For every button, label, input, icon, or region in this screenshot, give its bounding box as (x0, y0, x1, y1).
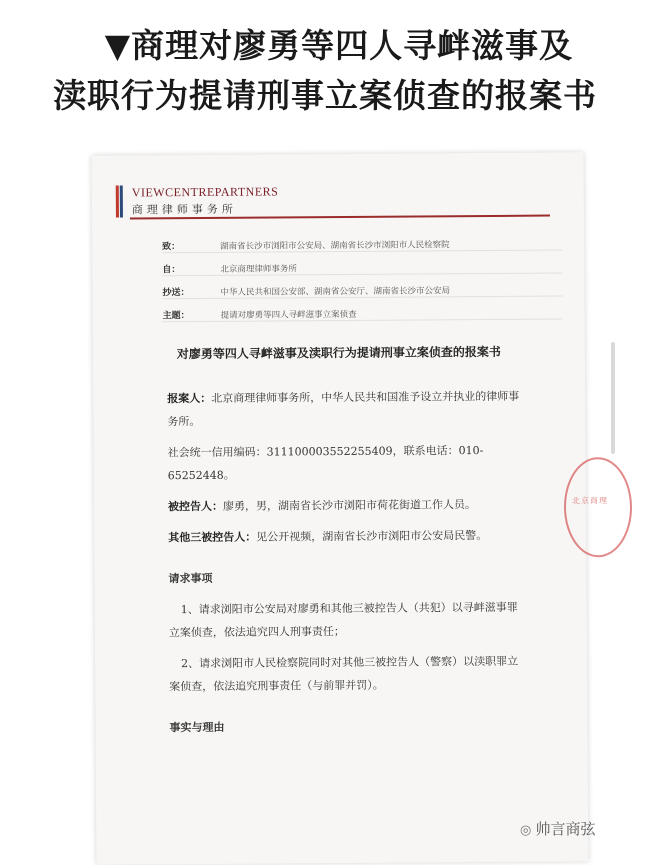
request-section-title: 请求事项 (168, 571, 213, 586)
headline-line-1: ▼商理对廖勇等四人寻衅滋事及 (104, 26, 574, 65)
logo-mark-blue (120, 186, 123, 218)
seal-text: 北京商理 (571, 496, 608, 506)
credit-label: 社会统一信用编码： (167, 445, 267, 460)
other-accused-paragraph (168, 524, 526, 549)
routing-row-subject (163, 296, 563, 322)
watermark (520, 818, 596, 839)
document-title: 对廖勇等四人寻衅滋事及渎职行为提请刑事立案侦查的报案书 (176, 344, 501, 362)
routing-value: 北京商理律师事务所 (220, 264, 297, 275)
reporter-paragraph (167, 385, 525, 433)
accused-paragraph (168, 493, 526, 518)
logo-mark-red (116, 186, 119, 218)
routing-value: 湖南省长沙市浏阳市公安局、湖南省长沙市浏阳市人民检察院 (220, 240, 450, 252)
letterhead-name-en: VIEWCENTREPARTNERS (131, 184, 279, 200)
headline-line-2: 渎职行为提请刑事立案侦查的报案书 (53, 76, 597, 115)
routing-block (162, 227, 563, 322)
document-body (167, 385, 528, 747)
scrollbar-thumb[interactable] (611, 342, 615, 454)
watermark-text: 帅言商弦 (535, 820, 596, 838)
routing-label: 抄送： (162, 288, 190, 299)
routing-label: 主题： (162, 311, 190, 322)
reporter-label: 报案人： (167, 391, 212, 406)
routing-label: 自： (162, 265, 181, 276)
other-accused-label: 其他三被控告人： (168, 530, 257, 545)
wechat-icon: ◎ (520, 823, 536, 838)
routing-row-cc (162, 273, 562, 299)
routing-row-to (162, 227, 562, 253)
request-item-1: 1、请求浏阳市公安局对廖勇和其他三被控告人（共犯）以寻衅滋事罪立案侦查，依法追究四人刑事责任； (168, 600, 518, 640)
facts-section-title: 事实与理由 (169, 720, 225, 735)
credit-text: 311100003552255409，联系电话：010-65252448。 (167, 443, 484, 483)
accused-label: 被控告人： (167, 499, 224, 514)
accused-text: 廖勇，男，湖南省长沙市浏阳市荷花街道工作人员。 (222, 498, 477, 513)
request-item-2: 2、请求浏阳市人民检察院同时对其他三被控告人（警察）以渎职罪立案侦查，依法追究刑事责任（与前罪并罚）。 (169, 654, 519, 694)
routing-value: 提请对廖勇等四人寻衅滋事立案侦查 (220, 309, 357, 321)
credit-paragraph (168, 439, 526, 487)
letterhead-name-zh: 商理律师事务所 (131, 202, 237, 217)
red-seal-stamp (564, 457, 633, 557)
reporter-text: 北京商理律师事务所，中华人民共和国准予设立并执业的律师事务所。 (167, 389, 520, 429)
routing-value: 中华人民共和国公安部、湖南省公安厅、湖南省长沙市公安局 (220, 286, 451, 298)
routing-label: 致： (162, 242, 181, 253)
routing-row-from (162, 250, 562, 276)
other-accused-text: 见公开视频，湖南省长沙市浏阳市公安局民警。 (256, 528, 488, 544)
letterhead-footer (136, 822, 556, 834)
document-page (92, 152, 608, 864)
